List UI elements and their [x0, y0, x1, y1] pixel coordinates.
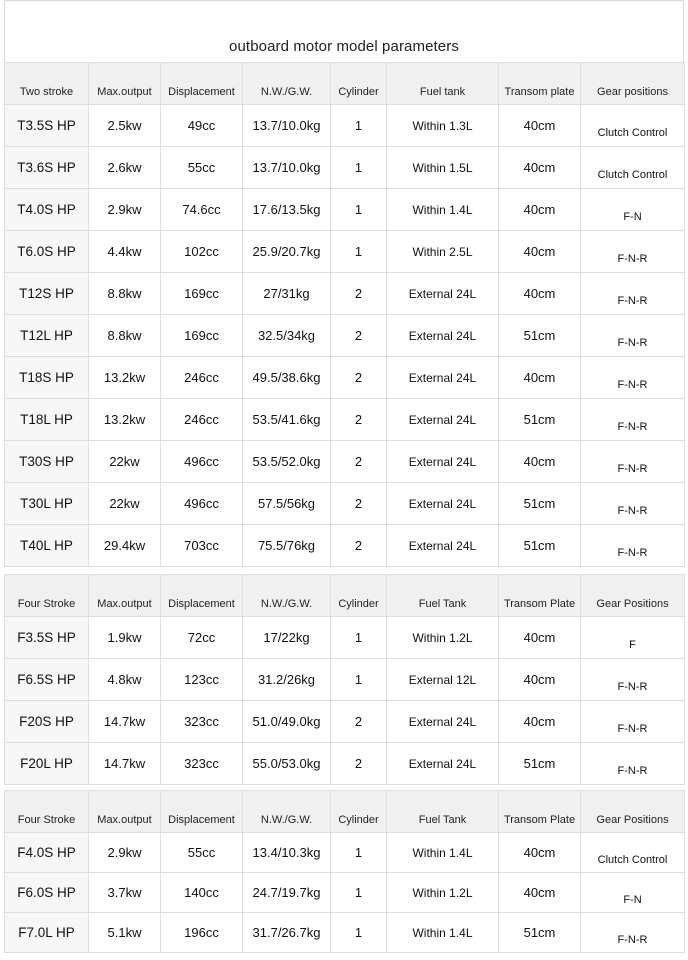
table-row	[5, 873, 685, 913]
cell-model: T4.0S HP	[5, 189, 89, 231]
cell-max-output: 2.6kw	[89, 147, 161, 189]
table-row	[5, 659, 685, 701]
cell-gear: F-N-R	[581, 525, 685, 567]
cell-max-output: 2.5kw	[89, 105, 161, 147]
header-transom: Transom Plate	[499, 791, 581, 833]
cell-cylinder: 2	[331, 743, 387, 785]
cell-weight: 75.5/76kg	[243, 525, 331, 567]
cell-displacement: 496cc	[161, 441, 243, 483]
cell-fuel: Within 1.2L	[387, 617, 499, 659]
cell-weight: 31.7/26.7kg	[243, 913, 331, 953]
cell-max-output: 29.4kw	[89, 525, 161, 567]
cell-displacement: 703cc	[161, 525, 243, 567]
cell-cylinder: 1	[331, 873, 387, 913]
cell-gear: Clutch Control	[581, 147, 685, 189]
cell-displacement: 323cc	[161, 743, 243, 785]
cell-gear: F-N-R	[581, 441, 685, 483]
table-row	[5, 399, 685, 441]
cell-cylinder: 2	[331, 525, 387, 567]
cell-displacement: 246cc	[161, 357, 243, 399]
table-row	[5, 315, 685, 357]
table-header-row	[5, 575, 685, 617]
page-title: outboard motor model parameters	[229, 38, 459, 55]
cell-weight: 13.7/10.0kg	[243, 105, 331, 147]
table-row	[5, 189, 685, 231]
cell-weight: 13.7/10.0kg	[243, 147, 331, 189]
cell-weight: 53.5/41.6kg	[243, 399, 331, 441]
header-cylinder: Cylinder	[331, 63, 387, 105]
cell-fuel: Within 1.2L	[387, 873, 499, 913]
spec-table	[4, 62, 685, 567]
spec-table	[4, 574, 685, 785]
cell-transom: 40cm	[499, 441, 581, 483]
cell-max-output: 3.7kw	[89, 873, 161, 913]
cell-cylinder: 2	[331, 357, 387, 399]
cell-fuel: External 24L	[387, 525, 499, 567]
cell-weight: 24.7/19.7kg	[243, 873, 331, 913]
table-header-row	[5, 791, 685, 833]
cell-gear: F-N-R	[581, 231, 685, 273]
table-row	[5, 231, 685, 273]
cell-cylinder: 1	[331, 913, 387, 953]
cell-displacement: 49cc	[161, 105, 243, 147]
cell-gear: F	[581, 617, 685, 659]
cell-model: F20L HP	[5, 743, 89, 785]
cell-fuel: External 24L	[387, 315, 499, 357]
table-row	[5, 105, 685, 147]
header-model: Two stroke	[5, 63, 89, 105]
header-displacement: Displacement	[161, 63, 243, 105]
cell-transom: 40cm	[499, 357, 581, 399]
cell-cylinder: 2	[331, 399, 387, 441]
cell-weight: 17/22kg	[243, 617, 331, 659]
cell-transom: 51cm	[499, 315, 581, 357]
cell-displacement: 55cc	[161, 833, 243, 873]
cell-transom: 40cm	[499, 617, 581, 659]
cell-gear: F-N-R	[581, 399, 685, 441]
cell-transom: 40cm	[499, 231, 581, 273]
cell-fuel: External 24L	[387, 483, 499, 525]
cell-cylinder: 1	[331, 189, 387, 231]
four-stroke-section-a	[4, 574, 684, 785]
cell-displacement: 196cc	[161, 913, 243, 953]
cell-transom: 51cm	[499, 913, 581, 953]
cell-max-output: 13.2kw	[89, 357, 161, 399]
cell-weight: 13.4/10.3kg	[243, 833, 331, 873]
cell-model: T18L HP	[5, 399, 89, 441]
table-row	[5, 617, 685, 659]
cell-displacement: 55cc	[161, 147, 243, 189]
cell-weight: 53.5/52.0kg	[243, 441, 331, 483]
cell-displacement: 74.6cc	[161, 189, 243, 231]
table-row	[5, 833, 685, 873]
cell-transom: 51cm	[499, 483, 581, 525]
cell-weight: 55.0/53.0kg	[243, 743, 331, 785]
cell-cylinder: 2	[331, 701, 387, 743]
header-max-output: Max.output	[89, 791, 161, 833]
header-gear: Gear Positions	[581, 791, 685, 833]
cell-fuel: Within 1.4L	[387, 913, 499, 953]
cell-gear: F-N-R	[581, 483, 685, 525]
cell-transom: 51cm	[499, 525, 581, 567]
cell-transom: 40cm	[499, 273, 581, 315]
cell-cylinder: 1	[331, 147, 387, 189]
cell-displacement: 140cc	[161, 873, 243, 913]
cell-displacement: 496cc	[161, 483, 243, 525]
cell-cylinder: 1	[331, 105, 387, 147]
cell-gear: F-N-R	[581, 743, 685, 785]
cell-weight: 25.9/20.7kg	[243, 231, 331, 273]
header-displacement: Displacement	[161, 791, 243, 833]
cell-cylinder: 1	[331, 231, 387, 273]
cell-transom: 51cm	[499, 399, 581, 441]
cell-cylinder: 2	[331, 273, 387, 315]
cell-gear: Clutch Control	[581, 105, 685, 147]
cell-model: T12S HP	[5, 273, 89, 315]
cell-cylinder: 2	[331, 441, 387, 483]
table-row	[5, 483, 685, 525]
header-transom: Transom Plate	[499, 575, 581, 617]
table-row	[5, 273, 685, 315]
cell-transom: 40cm	[499, 105, 581, 147]
cell-fuel: Within 1.4L	[387, 189, 499, 231]
cell-model: T30L HP	[5, 483, 89, 525]
cell-max-output: 2.9kw	[89, 189, 161, 231]
cell-max-output: 8.8kw	[89, 315, 161, 357]
cell-gear: F-N	[581, 189, 685, 231]
cell-model: F3.5S HP	[5, 617, 89, 659]
cell-gear: F-N	[581, 873, 685, 913]
header-transom: Transom plate	[499, 63, 581, 105]
cell-model: F7.0L HP	[5, 913, 89, 953]
cell-max-output: 14.7kw	[89, 701, 161, 743]
cell-displacement: 72cc	[161, 617, 243, 659]
cell-model: T18S HP	[5, 357, 89, 399]
header-weight: N.W./G.W.	[243, 63, 331, 105]
header-gear: Gear positions	[581, 63, 685, 105]
header-max-output: Max.output	[89, 575, 161, 617]
cell-displacement: 102cc	[161, 231, 243, 273]
header-fuel: Fuel Tank	[387, 791, 499, 833]
cell-weight: 57.5/56kg	[243, 483, 331, 525]
two-stroke-section	[4, 62, 684, 567]
cell-displacement: 169cc	[161, 315, 243, 357]
table-row	[5, 441, 685, 483]
cell-model: T3.5S HP	[5, 105, 89, 147]
cell-fuel: Within 1.4L	[387, 833, 499, 873]
cell-weight: 31.2/26kg	[243, 659, 331, 701]
cell-gear: F-N-R	[581, 357, 685, 399]
cell-model: T40L HP	[5, 525, 89, 567]
cell-fuel: External 24L	[387, 273, 499, 315]
cell-max-output: 5.1kw	[89, 913, 161, 953]
cell-displacement: 246cc	[161, 399, 243, 441]
cell-gear: F-N-R	[581, 315, 685, 357]
title-bar	[4, 0, 684, 62]
cell-transom: 40cm	[499, 873, 581, 913]
cell-max-output: 1.9kw	[89, 617, 161, 659]
cell-displacement: 169cc	[161, 273, 243, 315]
cell-model: T6.0S HP	[5, 231, 89, 273]
cell-cylinder: 1	[331, 833, 387, 873]
cell-weight: 49.5/38.6kg	[243, 357, 331, 399]
cell-displacement: 123cc	[161, 659, 243, 701]
header-weight: N.W./G.W.	[243, 575, 331, 617]
cell-cylinder: 1	[331, 617, 387, 659]
cell-fuel: External 24L	[387, 357, 499, 399]
cell-max-output: 4.4kw	[89, 231, 161, 273]
cell-model: F6.5S HP	[5, 659, 89, 701]
cell-transom: 40cm	[499, 833, 581, 873]
cell-transom: 40cm	[499, 659, 581, 701]
cell-model: F20S HP	[5, 701, 89, 743]
table-row	[5, 743, 685, 785]
cell-weight: 32.5/34kg	[243, 315, 331, 357]
cell-gear: Clutch Control	[581, 833, 685, 873]
header-fuel: Fuel tank	[387, 63, 499, 105]
cell-gear: F-N-R	[581, 659, 685, 701]
cell-gear: F-N-R	[581, 273, 685, 315]
cell-max-output: 4.8kw	[89, 659, 161, 701]
cell-fuel: Within 2.5L	[387, 231, 499, 273]
cell-transom: 51cm	[499, 743, 581, 785]
header-model: Four Stroke	[5, 575, 89, 617]
cell-max-output: 13.2kw	[89, 399, 161, 441]
cell-transom: 40cm	[499, 189, 581, 231]
cell-model: T12L HP	[5, 315, 89, 357]
cell-gear: F-N-R	[581, 701, 685, 743]
header-displacement: Displacement	[161, 575, 243, 617]
cell-gear: F-N-R	[581, 913, 685, 953]
header-gear: Gear Positions	[581, 575, 685, 617]
header-cylinder: Cylinder	[331, 791, 387, 833]
cell-fuel: External 12L	[387, 659, 499, 701]
cell-model: F6.0S HP	[5, 873, 89, 913]
cell-weight: 17.6/13.5kg	[243, 189, 331, 231]
header-fuel: Fuel Tank	[387, 575, 499, 617]
cell-fuel: External 24L	[387, 399, 499, 441]
header-cylinder: Cylinder	[331, 575, 387, 617]
cell-weight: 27/31kg	[243, 273, 331, 315]
cell-fuel: External 24L	[387, 701, 499, 743]
cell-weight: 51.0/49.0kg	[243, 701, 331, 743]
cell-displacement: 323cc	[161, 701, 243, 743]
cell-fuel: Within 1.5L	[387, 147, 499, 189]
cell-model: T3.6S HP	[5, 147, 89, 189]
cell-transom: 40cm	[499, 701, 581, 743]
table-row	[5, 701, 685, 743]
table-row	[5, 357, 685, 399]
cell-model: F4.0S HP	[5, 833, 89, 873]
table-row	[5, 913, 685, 953]
cell-cylinder: 2	[331, 315, 387, 357]
table-row	[5, 147, 685, 189]
cell-fuel: Within 1.3L	[387, 105, 499, 147]
header-max-output: Max.output	[89, 63, 161, 105]
four-stroke-section-b	[4, 790, 684, 953]
cell-max-output: 2.9kw	[89, 833, 161, 873]
cell-model: T30S HP	[5, 441, 89, 483]
spec-table	[4, 790, 685, 953]
cell-cylinder: 1	[331, 659, 387, 701]
header-model: Four Stroke	[5, 791, 89, 833]
cell-cylinder: 2	[331, 483, 387, 525]
table-row	[5, 525, 685, 567]
table-header-row	[5, 63, 685, 105]
cell-fuel: External 24L	[387, 743, 499, 785]
cell-max-output: 22kw	[89, 483, 161, 525]
cell-max-output: 14.7kw	[89, 743, 161, 785]
header-weight: N.W./G.W.	[243, 791, 331, 833]
cell-transom: 40cm	[499, 147, 581, 189]
cell-max-output: 8.8kw	[89, 273, 161, 315]
cell-fuel: External 24L	[387, 441, 499, 483]
cell-max-output: 22kw	[89, 441, 161, 483]
